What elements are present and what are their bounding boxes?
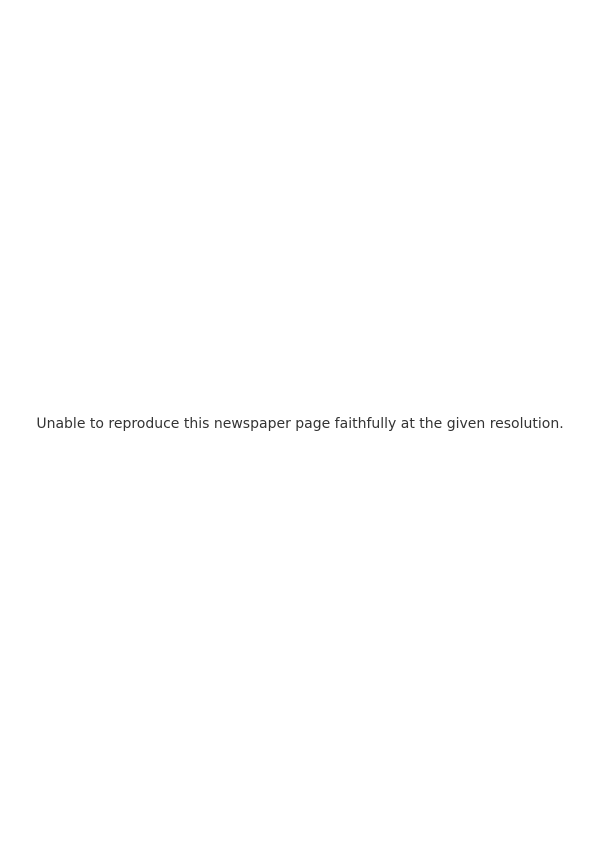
refusal-message: Unable to reproduce this newspaper page faithfully at the given resolution. [36,415,564,432]
